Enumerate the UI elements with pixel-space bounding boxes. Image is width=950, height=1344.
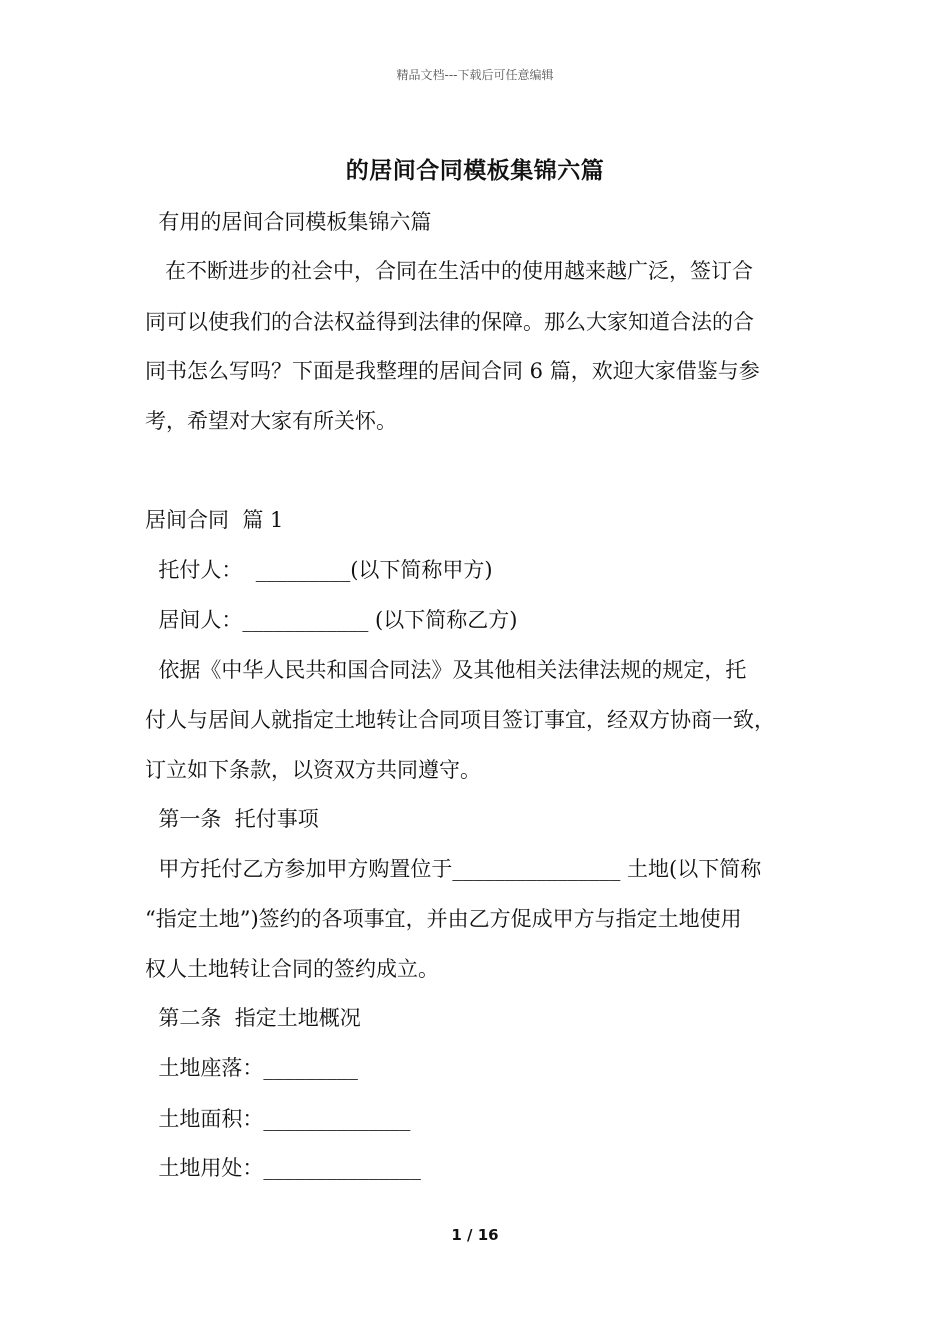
section-heading: 居间合同 篇 1 <box>145 508 284 532</box>
field-line: 土地用处：_______________ <box>145 1156 421 1180</box>
paragraph-line: “指定土地”)签约的各项事宜，并由乙方促成甲方与指定土地使用 <box>145 907 742 931</box>
paragraph-line: 依据《中华人民共和国合同法》及其他相关法律法规的规定，托 <box>145 658 747 682</box>
paragraph-line: 权人土地转让合同的签约成立。 <box>145 957 439 981</box>
paragraph-line: 付人与居间人就指定土地转让合同项目签订事宜，经双方协商一致， <box>145 708 775 732</box>
field-line: 托付人： _________(以下简称甲方) <box>145 558 493 582</box>
field-line: 土地面积：______________ <box>145 1107 411 1131</box>
article-heading: 第二条 指定土地概况 <box>145 1006 361 1030</box>
paragraph-line: 甲方托付乙方参加甲方购置位于________________ 土地(以下简称 <box>145 857 762 881</box>
paragraph-line: 订立如下条款，以资双方共同遵守。 <box>145 758 481 782</box>
field-line: 土地座落：_________ <box>145 1056 358 1080</box>
paragraph-line: 同书怎么写吗？下面是我整理的居间合同 6 篇，欢迎大家借鉴与参 <box>145 359 760 383</box>
paragraph-line: 考，希望对大家有所关怀。 <box>145 409 397 433</box>
paragraph-line: 在不断进步的社会中，合同在生活中的使用越来越广泛，签订合 <box>145 259 754 283</box>
page-header: 精品文档---下载后可任意编辑 <box>396 68 554 82</box>
page-number: 1 / 16 <box>451 1226 499 1244</box>
document-title: 的居间合同模板集锦六篇 <box>345 157 605 184</box>
paragraph-line: 同可以使我们的合法权益得到法律的保障。那么大家知道合法的合 <box>145 310 754 334</box>
subtitle-line: 有用的居间合同模板集锦六篇 <box>145 210 432 234</box>
field-line: 居间人：____________ (以下简称乙方) <box>145 608 518 632</box>
article-heading: 第一条 托付事项 <box>145 807 319 831</box>
